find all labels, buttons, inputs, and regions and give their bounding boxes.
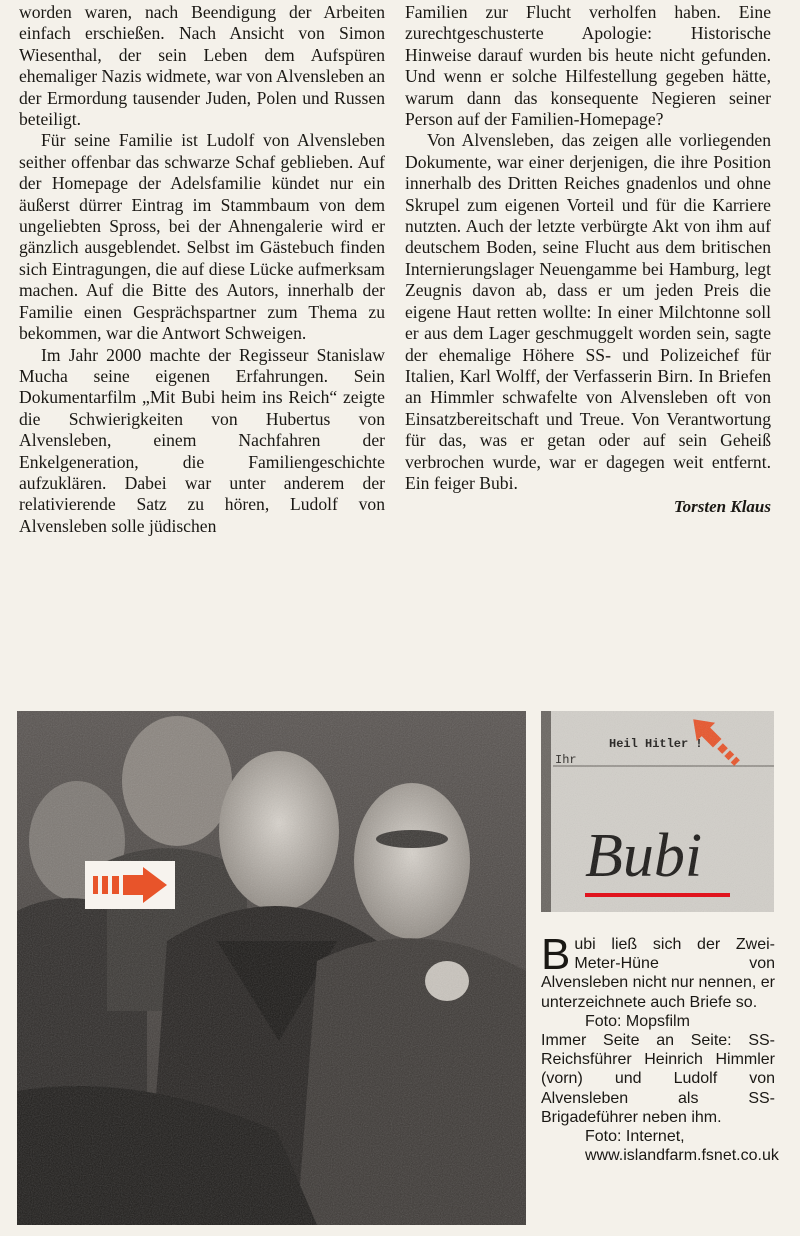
photo-himmler-alvensleben — [17, 711, 526, 1225]
caption-dropcap: B — [541, 930, 571, 979]
photo-caption — [541, 930, 779, 1165]
photo-signature-document — [541, 711, 774, 912]
author-byline: Torsten Klaus — [673, 497, 771, 517]
photo-illustration — [17, 711, 526, 1225]
article-paragraph: Familien zur Flucht verholfen haben. Eine zurechtgeschusterte Apologie: Historische Hinweise darauf wurden bis heute nicht gefunden. Und wenn er solche Hilfestellung gegeben hätte, warum dann das konsequente Negieren seiner Person auf der Familien-Homepage? — [405, 2, 771, 130]
caption-credit: Foto: Mopsfilm — [585, 1012, 690, 1030]
article-column-right — [405, 2, 771, 518]
article-paragraph: Von Alvensleben, das zeigen alle vorliegenden Dokumente, war einer derjenigen, die ihre Position innerhalb des Dritten Reiches gnadenlos und ohne Skrupel zum eigenen Vorteil und für die Karriere nutzten. Auch der letzte verbürgte Akt von ihm auf deutschem Boden, seine Flucht aus dem britischen Internierungslager Neuengamme bei Hamburg, legt Zeugnis davon ab, dass er um jeden Preis die eigene Haut retten wollte: In einer Milchtonne soll er aus dem Lager geschmuggelt worden sein, sagte der ehemalige Höhere SS- und Polizeichef für Italien, Karl Wolff, der Verfasserin Birn. In Briefen an Himmler schwafelte von Alvensleben oft von Einsatzbereitschaft und Treue. Von Verantwortung für das, was er getan oder auf sein Geheiß verbrochen wurde, war er dagegen weit entfernt. Ein feiger Bubi. — [405, 130, 771, 493]
article-column-left — [19, 2, 385, 537]
caption-part1: ubi ließ sich der Zwei-Meter-Hüne von Alvensleben nicht nur nennen, er unterzeichnete auch Briefe so. — [541, 936, 775, 1011]
caption-credit: Foto: Internet, www.islandfarm.fsnet.co.uk — [585, 1128, 779, 1165]
caption-photo-text: Immer Seite an Seite: SS-Reichsführer Heinrich Himmler (vorn) und Ludolf von Alvensleben als SS-Brigadeführer neben ihm. — [541, 1032, 775, 1126]
caption-signature-text — [541, 930, 775, 1012]
article-paragraph: Für seine Familie ist Ludolf von Alvensleben seither offenbar das schwarze Schaf geblieben. Auf der Homepage der Adelsfamilie kündet nur ein äußerst dürrer Eintrag im Stammbaum von dem ungeliebten Spross, bei der Ahnengalerie wird er gänzlich ausgeblendet. Selbst im Gästebuch finden sich Eintragungen, die auf diese Lücke aufmerksam machen. Auf die Bitte des Autors, innerhalb der Familie einen Gesprächspartner zum Thema zu bekommen, war die Antwort Schweigen. — [19, 130, 385, 344]
article-paragraph: worden waren, nach Beendigung der Arbeiten einfach erschießen. Nach Ansicht von Simon Wiesenthal, der sein Leben dem Aufspüren ehemaliger Nazis widmete, war von Alvensleben an der Ermordung tausender Juden, Polen und Russen beteiligt. — [19, 2, 385, 130]
signature-underline — [585, 893, 730, 897]
article-paragraph: Im Jahr 2000 machte der Regisseur Stanislaw Mucha seine eigenen Erfahrungen. Sein Dokumentarfilm „Mit Bubi heim ins Reich“ zeigte die Schwierigkeiten von Hubertus von Alvensleben, einem Nachfahren der Enkelgeneration, die Familiengeschichte aufzuklären. Dabei war unter anderem der relativierende Satz zu hören, Ludolf von Alvensleben solle jüdischen — [19, 344, 385, 536]
signature-illustration — [541, 711, 774, 912]
